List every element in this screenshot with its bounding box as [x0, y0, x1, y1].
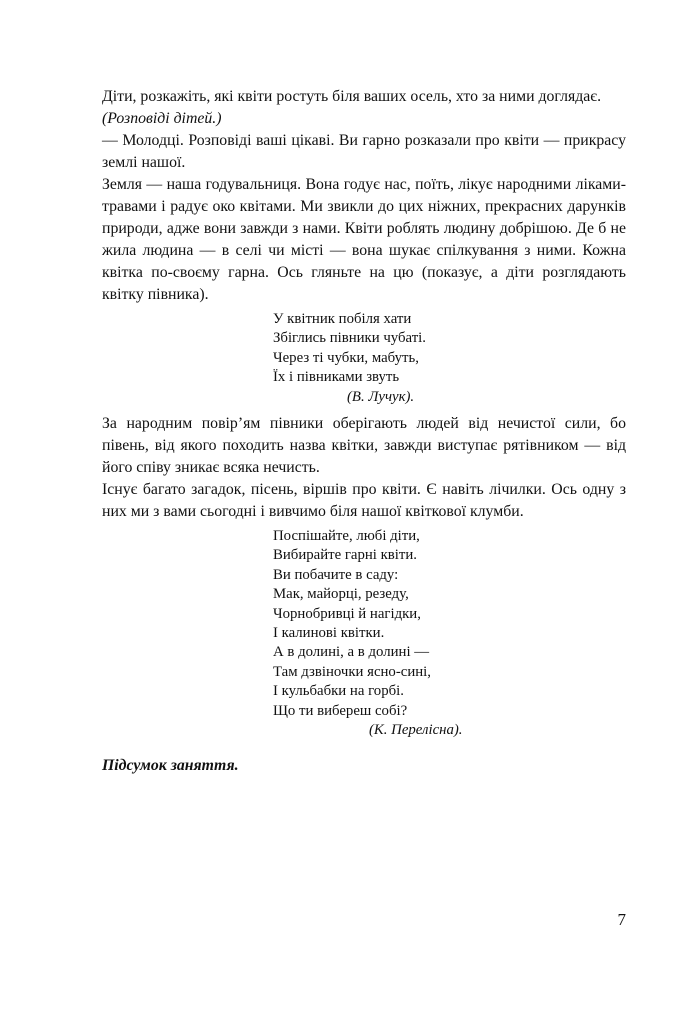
poem-line: Їх і півниками звуть: [273, 369, 400, 386]
poem-line: І калинові квітки.: [273, 625, 385, 642]
paragraph-question: Діти, розкажіть, які квіти ростуть біля ваших осель, хто за ними доглядає.: [102, 88, 602, 105]
paragraph-praise: — Молодці. Розповіді ваші цікаві. Ви гарно розказали про квіти — прикрасу землі нашої.: [102, 132, 626, 171]
poem-line: І кульбабки на горбі.: [273, 683, 404, 700]
poem-line: Через ті чубки, мабуть,: [273, 349, 419, 366]
poem-line: Збіглись півники чубаті.: [273, 330, 426, 347]
main-text: [102, 86, 626, 777]
poem-line: Вибирайте гарні квіти.: [273, 547, 417, 564]
lesson-summary-heading: Підсумок заняття.: [102, 756, 239, 774]
paragraph-riddles: Існує багато загадок, пісень, віршів про квіти. Є навіть лічилки. Ось одну з них ми з вами сьогодні і вивчимо біля нашої квіткової клумби.: [102, 481, 626, 521]
poem-line: Там дзвіночки ясно-сині,: [273, 663, 431, 680]
poem-author: (К. Перелісна).: [369, 722, 463, 739]
poem-line: Ви побачите в саду:: [273, 566, 399, 583]
poem-line: А в долині, а в долині —: [273, 644, 430, 661]
poem-line: Чорнобривці й нагідки,: [273, 605, 421, 622]
poem-line: Що ти вибереш собі?: [273, 702, 408, 719]
page-number: 7: [617, 910, 626, 929]
paragraph-folk-belief: За народним повір’ям півники оберігають людей від нечистої сили, бо півень, від якого походить назва квітки, завжди виступає рятівником — від його співу зникає всяка нечисть.: [102, 415, 626, 477]
paragraph-children-stories-note: (Розповіді дітей.): [102, 110, 222, 127]
poem-author: (В. Лучук).: [347, 388, 415, 405]
poem-pivnyky: [273, 310, 513, 407]
poem-line: Мак, майорці, резеду,: [273, 586, 409, 603]
poem-counting-rhyme: [273, 527, 513, 740]
poem-line: У квітник побіля хати: [273, 311, 412, 327]
poem-line: Поспішайте, любі діти,: [273, 528, 420, 545]
paragraph-earth: Земля — наша годувальниця. Вона годує нас, поїть, лікує народними ліками-травами і радує око квітами. Ми звикли до цих ніжних, прекрасних дарунків природи, адже вони завжди з нами. Квіти роблять людину добрішою. Де б не жила людина — в селі чи місті — вона шукає спілкування з ними. Кожна квітка по-своєму гарна. Ось гляньте на цю (показує, а діти розглядають квітку півника).: [102, 176, 626, 303]
